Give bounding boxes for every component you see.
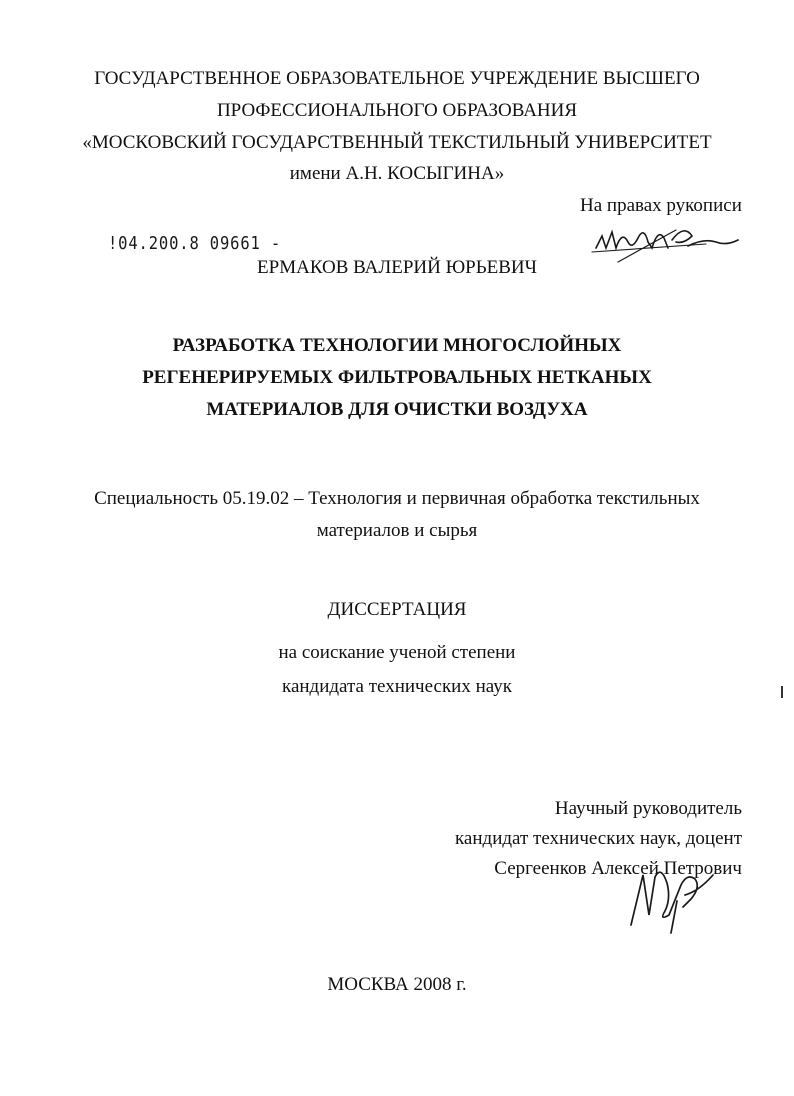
institution-line-2: ПРОФЕССИОНАЛЬНОГО ОБРАЗОВАНИЯ [216, 100, 578, 121]
supervisor-role: Научный руководитель [554, 798, 742, 819]
supervisor-degree: кандидат технических наук, доцент [454, 828, 742, 849]
institution-line-3: «МОСКОВСКИЙ ГОСУДАРСТВЕННЫЙ ТЕКСТИЛЬНЫЙ УНИВЕРСИТЕТ [82, 132, 712, 153]
title-line-3: МАТЕРИАЛОВ ДЛЯ ОЧИСТКИ ВОЗДУХА [206, 399, 588, 420]
supervisor-name: Сергеенков Алексей Петрович [494, 858, 742, 879]
specialty-line-1: Специальность 05.19.02 – Технология и первичная обработка текстильных [94, 488, 700, 509]
title-line-2: РЕГЕНЕРИРУЕМЫХ ФИЛЬТРОВАЛЬНЫХ НЕТКАНЫХ [142, 367, 652, 388]
title-line-1: РАЗРАБОТКА ТЕХНОЛОГИИ МНОГОСЛОЙНЫХ [172, 335, 622, 356]
degree-line-2: кандидата технических наук [282, 676, 512, 697]
author-name: ЕРМАКОВ ВАЛЕРИЙ ЮРЬЕВИЧ [257, 257, 537, 278]
manuscript-rights: На правах рукописи [580, 195, 742, 216]
supervisor-signature [625, 855, 725, 940]
institution-line-4: имени А.Н. КОСЫГИНА» [289, 163, 505, 184]
specialty-line-2: материалов и сырья [316, 520, 478, 541]
degree-line-1: на соискание ученой степени [278, 642, 516, 663]
document-type: ДИССЕРТАЦИЯ [327, 599, 467, 620]
city-year: МОСКВА 2008 г. [327, 974, 467, 995]
margin-mark [781, 686, 783, 698]
archive-number: !04.200.8 09661 - [108, 233, 282, 254]
institution-line-1: ГОСУДАРСТВЕННОЕ ОБРАЗОВАТЕЛЬНОЕ УЧРЕЖДЕНИЕ ВЫСШЕГО [94, 68, 700, 89]
